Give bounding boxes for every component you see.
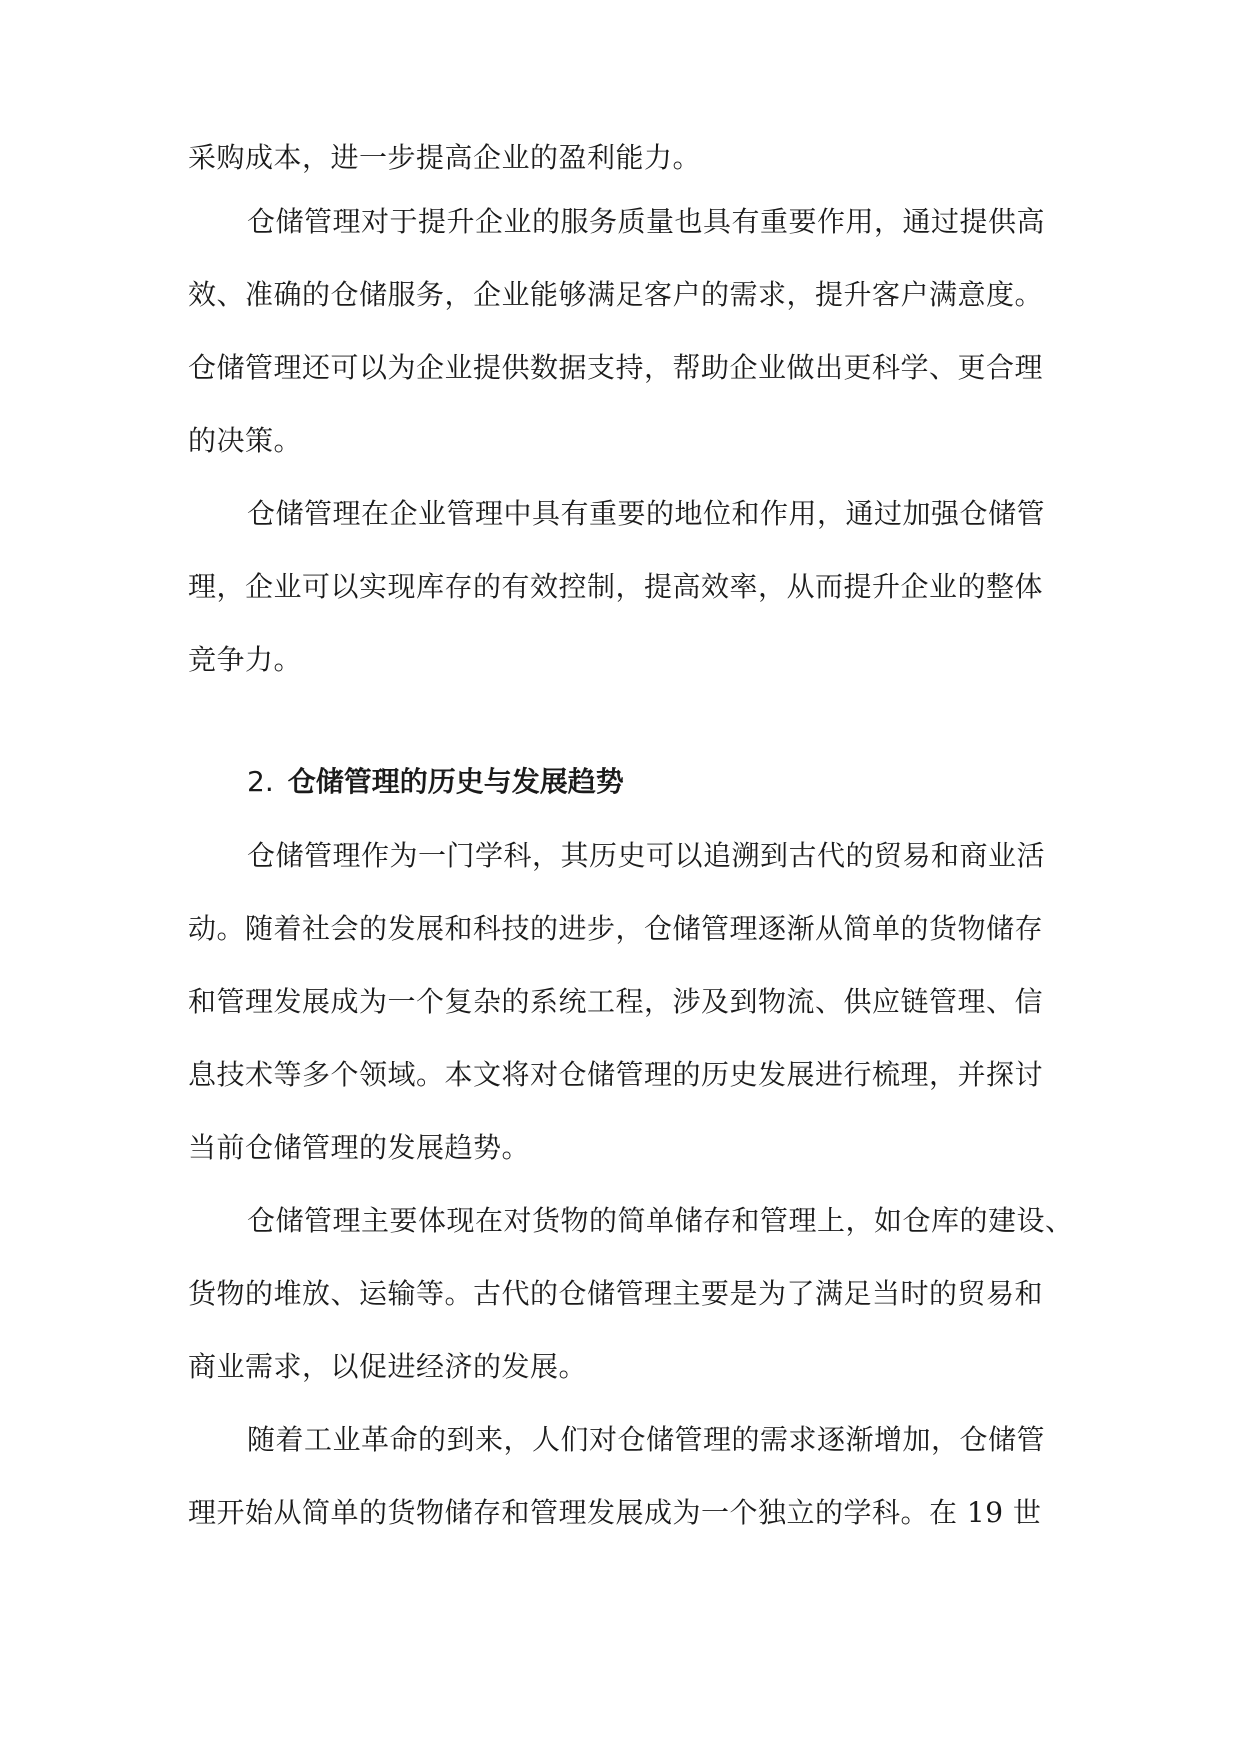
text-line: 效、准确的仓储服务，企业能够满足客户的需求，提升客户满意度。 (188, 278, 1044, 311)
text-line: 息技术等多个领域。本文将对仓储管理的历史发展进行梳理，并探讨 (188, 1058, 1044, 1091)
text-line: 和管理发展成为一个复杂的系统工程，涉及到物流、供应链管理、信 (188, 985, 1044, 1018)
text-line: 理开始从简单的货物储存和管理发展成为一个独立的学科。在 19 世 (188, 1496, 1042, 1529)
text-line: 竞争力。 (188, 643, 303, 676)
text-line: 仓储管理还可以为企业提供数据支持，帮助企业做出更科学、更合理 (188, 351, 1044, 384)
text-line: 理，企业可以实现库存的有效控制，提高效率，从而提升企业的整体 (188, 570, 1044, 603)
text-line: 货物的堆放、运输等。古代的仓储管理主要是为了满足当时的贸易和 (188, 1277, 1044, 1310)
text-line: 仓储管理对于提升企业的服务质量也具有重要作用，通过提供高 (247, 205, 1046, 238)
text-line: 随着工业革命的到来，人们对仓储管理的需求逐渐增加，仓储管 (247, 1423, 1046, 1456)
text-line: 仓储管理作为一门学科，其历史可以追溯到古代的贸易和商业活 (247, 839, 1046, 872)
text-line: 仓储管理在企业管理中具有重要的地位和作用，通过加强仓储管 (247, 497, 1046, 530)
text-line: 仓储管理主要体现在对货物的简单储存和管理上，如仓库的建设、 (247, 1204, 1074, 1237)
text-line: 当前仓储管理的发展趋势。 (188, 1131, 531, 1164)
section-title: 仓储管理的历史与发展趋势 (287, 765, 624, 798)
section-number: 2. (247, 765, 274, 798)
text-line: 商业需求，以促进经济的发展。 (188, 1350, 588, 1383)
text-line: 的决策。 (188, 424, 303, 457)
text-line: 采购成本，进一步提高企业的盈利能力。 (188, 141, 702, 174)
text-line: 动。随着社会的发展和科技的进步，仓储管理逐渐从简单的货物储存 (188, 912, 1044, 945)
section-heading (247, 762, 624, 802)
